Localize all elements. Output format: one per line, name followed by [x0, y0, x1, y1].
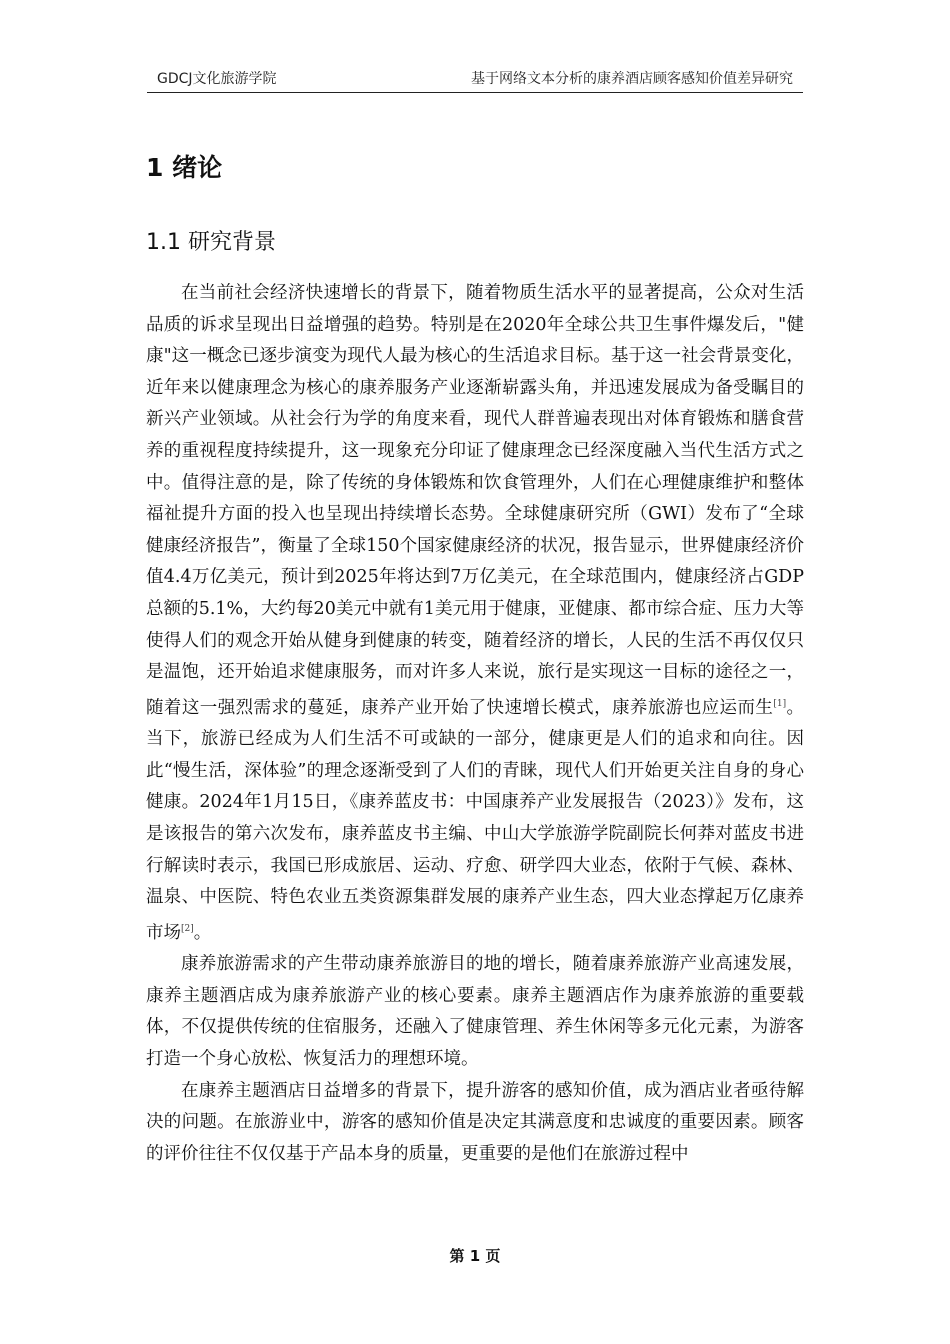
paragraph-1-part-c: 。 [193, 922, 212, 943]
paragraph-1-part-b: 。当下，旅游已经成为人们生活不可或缺的一部分，健康更是人们的追求和向往。因此“慢生活，深体验”的理念逐渐受到了人们的青睐，现代人们开始更关注自身的身心健康。2024年1月15日，《康养蓝皮书：中国康养产业发展报告（2023）》发布，这是该报告的第六次发布，康养蓝皮书主编、中山大学旅游学院副院长何莽对蓝皮书进行解读时表示，我国已形成旅居、运动、疗愈、研学四大业态，依附于气候、森林、温泉、中医院、特色农业五类资源集群发展的康养产业生态，四大业态撑起万亿康养市场 [146, 697, 805, 943]
page-header [147, 60, 803, 93]
page-number: 第 1 页 [449, 1247, 501, 1265]
header-institution: GDCJ文化旅游学院 [157, 71, 277, 87]
header-paper-title: 基于网络文本分析的康养酒店顾客感知价值差异研究 [471, 71, 793, 87]
paragraph-3: 在康养主题酒店日益增多的背景下，提升游客的感知价值，成为酒店业者亟待解决的问题。在旅游业中，游客的感知价值是决定其满意度和忠诚度的重要因素。顾客的评价往往不仅仅基于产品本身的质量，更重要的是他们在旅游过程中 [146, 1080, 804, 1164]
chapter-title: 1 绪论 [146, 153, 223, 182]
body-text [146, 278, 804, 1170]
section-title: 1.1 研究背景 [146, 230, 276, 255]
paragraph-1 [146, 278, 804, 949]
citation-2: [2] [181, 923, 194, 934]
citation-1: [1] [773, 698, 787, 709]
paragraph-2: 康养旅游需求的产生带动康养旅游目的地的增长，随着康养旅游产业高速发展，康养主题酒店成为康养旅游产业的核心要素。康养主题酒店作为康养旅游的重要载体，不仅提供传统的住宿服务，还融入了健康管理、养生休闲等多元化元素，为游客打造一个身心放松、恢复活力的理想环境。 [146, 954, 804, 1069]
paragraph-1-part-a: 在当前社会经济快速增长的背景下，随着物质生活水平的显著提高，公众对生活品质的诉求呈现出日益增强的趋势。特别是在2020年全球公共卫生事件爆发后，"健康"这一概念已逐步演变为现代人最为核心的生活追求目标。基于这一社会背景变化，近年来以健康理念为核心的康养服务产业逐渐崭露头角，并迅速发展成为备受瞩目的新兴产业领域。从社会行为学的角度来看，现代人群普遍表现出对体育锻炼和膳食营养的重视程度持续提升，这一现象充分印证了健康理念已经深度融入当代生活方式之中。值得注意的是，除了传统的身体锻炼和饮食管理外，人们在心理健康维护和整体福祉提升方面的投入也呈现出持续增长态势。全球健康研究所（GWI）发布了“全球健康经济报告”，衡量了全球150个国家健康经济的状况，报告显示，世界健康经济价值4.4万亿美元，预计到2025年将达到7万亿美元，在全球范围内，健康经济占GDP总额的5.1%，大约每20美元中就有1美元用于健康，亚健康、都市综合症、压力大等使得人们的观念开始从健身到健康的转变，随着经济的增长，人民的生活不再仅仅只是温饱，还开始追求健康服务，而对许多人来说，旅行是实现这一目标的途径之一，随着这一强烈需求的蔓延，康养产业开始了快速增长模式，康养旅游也应运而生 [146, 283, 804, 718]
